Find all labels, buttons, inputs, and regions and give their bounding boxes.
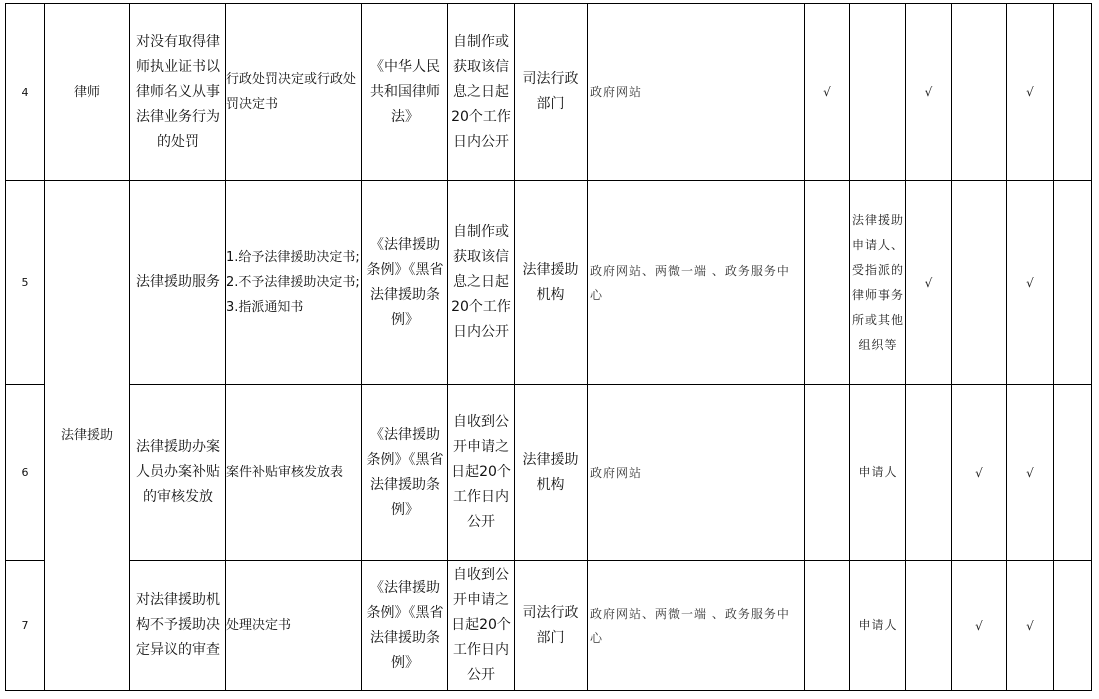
content-line: 1.给予法律援助决定书; [226,250,360,265]
item-cell: 对法律援助机构不予援助决定异议的审查 [136,592,220,658]
object-cell: 申请人 [858,465,898,479]
channel-cell: 政府网站 [590,85,643,99]
check-mark: √ [1026,85,1034,99]
item-cell: 对没有取得律师执业证书以律师名义从事法律业务行为的处罚 [136,33,220,150]
grid-line [849,3,850,691]
check-mark: √ [1026,275,1034,290]
check-mark: √ [1026,465,1034,480]
object-cell: 申请人 [858,618,898,632]
basis-cell: 《中华人民共和国律师法》 [370,58,440,125]
row-number: 6 [21,466,29,479]
item-cell: 法律援助办案人员办案补贴的审核发放 [136,439,220,505]
channel-cell: 政府网站 [590,465,643,480]
content-cell [226,181,360,384]
check-mark: √ [1026,618,1034,633]
basis-cell: 《法律援助条例》《黑省法律援助条例》 [366,426,444,518]
check-mark [805,561,849,690]
check-mark [952,181,1006,384]
content-line: 2.不予法律援助决定书; [226,275,360,290]
object-cell: 法律援助申请人、受指派的律师事务所或其他组织等 [852,212,904,352]
check-mark [805,181,849,384]
content-cell: 处理决定书 [226,618,292,633]
category-cell: 法律援助 [60,428,113,443]
grid-line [1053,3,1054,691]
subject-cell: 司法行政部门 [522,604,579,646]
channel-cell: 政府网站、两微一端 、政务服务中心 [590,606,790,645]
item-cell: 法律援助服务 [136,274,220,290]
channel-cell: 政府网站、两微一端 、政务服务中心 [590,263,790,302]
basis-cell: 《法律援助条例》《黑省法律援助条例》 [366,579,444,671]
check-mark: √ [924,275,933,290]
content-cell: 行政处罚决定或行政处罚决定书 [226,72,357,112]
row-number: 4 [21,85,29,99]
check-mark [952,4,1006,180]
check-mark [906,561,951,690]
check-mark [805,385,849,560]
subject-cell: 司法行政部门 [522,71,579,112]
time-limit-cell: 自收到公开申请之日起20个工作日内公开 [451,414,511,530]
grid-line [447,3,448,691]
grid-line [361,3,362,691]
subject-cell: 法律援助机构 [522,261,579,303]
check-mark [906,385,951,560]
check-mark: √ [924,85,933,99]
content-cell: 案件补贴审核发放表 [226,465,344,480]
time-limit-cell: 自制作或获取该信息之日起20个工作日内公开 [451,224,511,340]
category-cell: 律师 [73,84,100,100]
subject-cell: 法律援助机构 [522,451,579,493]
content-line: 3.指派通知书 [226,300,304,315]
grid-line [1091,3,1092,691]
row-number: 5 [21,276,29,289]
grid-line [129,3,130,691]
check-mark: √ [975,618,983,633]
grid-line [587,3,588,691]
check-mark: √ [975,465,983,480]
object-cell [852,4,904,180]
row-number: 7 [21,619,29,632]
grid-line [514,3,515,691]
time-limit-cell: 自制作或获取该信息之日起20个工作日内公开 [451,33,511,150]
grid-line [5,690,1092,691]
check-mark: √ [823,85,831,99]
time-limit-cell: 自收到公开申请之日起20个工作日内公开 [451,567,511,683]
basis-cell: 《法律援助条例》《黑省法律援助条例》 [366,236,444,328]
